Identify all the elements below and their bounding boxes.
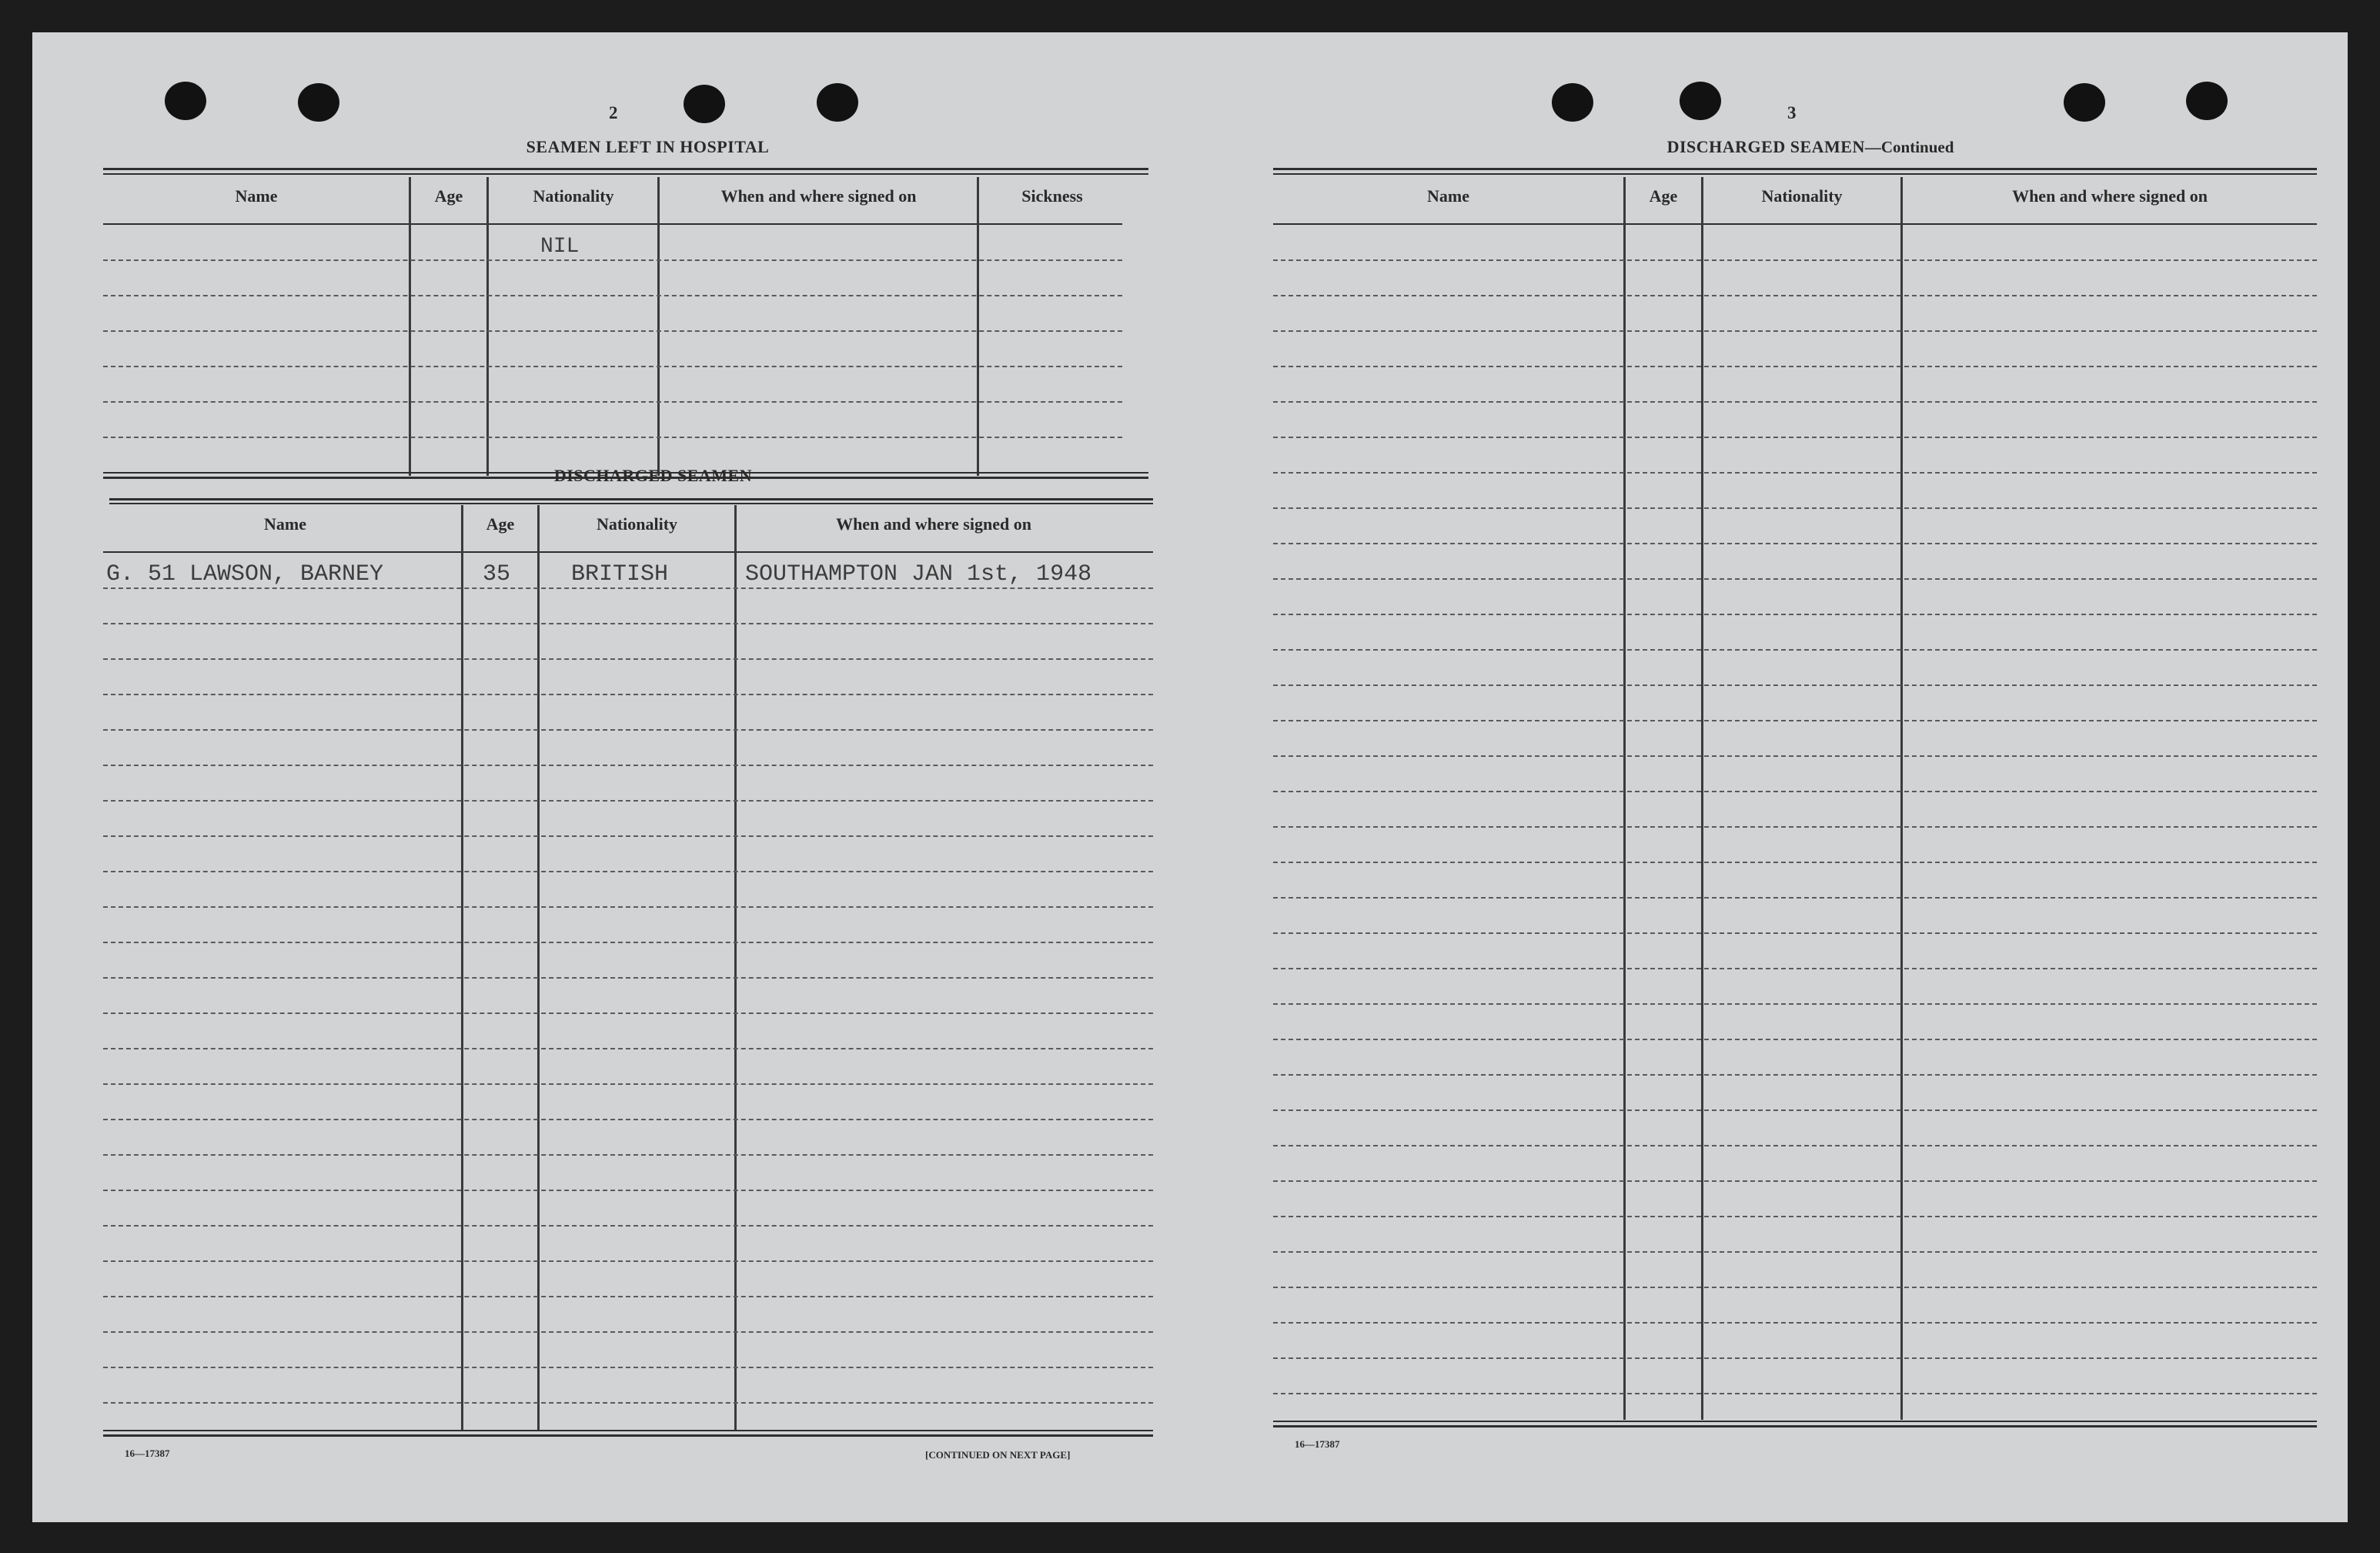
- punch-hole-icon: [1680, 82, 1721, 120]
- hospital-section-title: SEAMEN LEFT IN HOSPITAL: [526, 137, 770, 156]
- hospital-header-signed-on: When and where signed on: [720, 186, 917, 206]
- hospital-header-nationality: Nationality: [533, 186, 614, 206]
- continued-header-nationality: Nationality: [1761, 186, 1843, 206]
- continued-header-age: Age: [1649, 186, 1678, 206]
- discharged-header-signed-on: When and where signed on: [836, 514, 1031, 534]
- discharged-continued-title: [1541, 137, 2080, 157]
- punch-hole-icon: [1552, 83, 1593, 122]
- hospital-entry: NIL: [540, 235, 580, 259]
- discharged-signed-on-cell: SOUTHAMPTON JAN 1st, 1948: [745, 561, 1092, 587]
- discharged-header-age: Age: [486, 514, 515, 534]
- punch-hole-icon: [165, 82, 206, 120]
- punch-hole-icon: [684, 85, 725, 123]
- punch-hole-icon: [2064, 83, 2105, 122]
- hospital-header-sickness: Sickness: [1021, 186, 1083, 206]
- page-number: 2: [609, 103, 618, 122]
- form-number: 16—17387: [125, 1448, 170, 1459]
- document-sheet: [32, 32, 2348, 1522]
- punch-hole-icon: [2186, 82, 2228, 120]
- continued-header-signed-on: When and where signed on: [2012, 186, 2208, 206]
- punch-hole-icon: [817, 83, 858, 122]
- title-main: DISCHARGED SEAMEN: [1666, 137, 1865, 156]
- discharged-age-cell: 35: [483, 561, 511, 587]
- punch-hole-icon: [298, 83, 339, 122]
- hospital-header-name: Name: [235, 186, 278, 206]
- discharged-name-cell: G. 51 LAWSON, BARNEY: [106, 561, 384, 587]
- title-suffix: —Continued: [1864, 138, 1954, 156]
- page-number: 3: [1787, 103, 1797, 122]
- discharged-header-nationality: Nationality: [596, 514, 678, 534]
- discharged-header-name: Name: [264, 514, 306, 534]
- discharged-section-title: DISCHARGED SEAMEN: [553, 466, 753, 485]
- continued-header-name: Name: [1427, 186, 1469, 206]
- hospital-header-age: Age: [434, 186, 463, 206]
- form-number: 16—17387: [1295, 1438, 1340, 1450]
- discharged-nationality-cell: BRITISH: [571, 561, 669, 587]
- continued-note: [CONTINUED ON NEXT PAGE]: [925, 1449, 1071, 1461]
